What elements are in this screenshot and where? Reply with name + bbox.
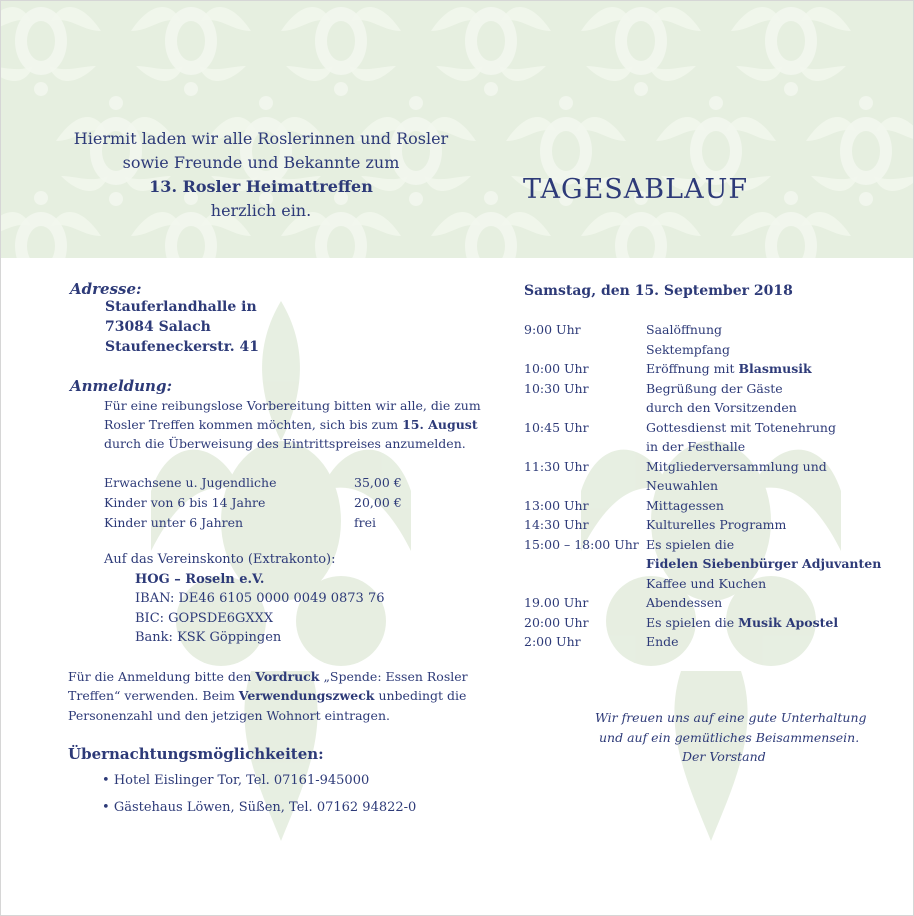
schedule-time: 10:30 Uhr [524,380,589,396]
account-name: HOG – Roseln e.V. [135,572,265,587]
schedule-time: 9:00 Uhr [524,322,581,337]
lodging-item-1-text: Hotel Eislinger Tor, Tel. 07161-945000 [113,773,370,788]
note-line-2 [68,688,466,703]
schedule-activity-text: in der Festhalle [646,439,746,454]
closing-line-2: und auf ein gemütliches Beisammensein. [599,730,860,745]
schedule-activity [646,634,679,649]
schedule-activity [646,322,722,337]
schedule-activity-text: Abendessen [646,595,723,610]
ornament-left [131,291,431,851]
schedule-activity-text: Kulturelles Programm [646,517,787,532]
schedule-activity-highlight: Blasmusik [738,361,812,376]
schedule-activity-text: Gottesdienst mit Totenehrung [646,419,836,435]
schedule-activity-text: Es spielen die [646,614,739,630]
schedule-activity [646,556,881,571]
schedule-activity-text: Eröffnung mit [646,361,739,376]
note-line-1 [68,669,468,684]
schedule-activity-text: Neuwahlen [646,478,719,493]
schedule-activity-text: Es spielen die [646,536,735,552]
schedule-time: 11:30 Uhr [524,458,589,474]
schedule-activity [646,439,745,454]
lodging-heading: Übernachtungsmöglichkeiten: [68,745,324,763]
registration-deadline: 15. August [402,417,478,432]
schedule-time: 15:00 – 18:00 Uhr [524,536,639,552]
schedule-time: 14:30 Uhr [524,517,589,532]
schedule-time: 10:45 Uhr [524,419,589,435]
price-value-kids: 20,00 € [354,495,402,510]
schedule-activity [646,381,783,396]
price-value-adults: 35,00 € [354,475,402,490]
note-line-2c: unbedingt die [374,688,467,703]
invite-line-3: 13. Rosler Heimattreffen [149,177,373,196]
lodging-item-2: • Gästehaus Löwen, Süßen, Tel. 07162 94822-0 [102,800,417,815]
schedule-time: 10:00 Uhr [524,361,589,376]
note-line-1c: „Spende: Essen Rosler [319,669,468,684]
schedule-activity-highlight: Fidelen Siebenbürger Adjuvanten [646,556,882,571]
schedule-time: 20:00 Uhr [524,614,589,630]
schedule-activity [646,517,786,532]
address-line-2: 73084 Salach [105,319,211,335]
schedule-activity [646,420,836,435]
price-label-small-kids: Kinder unter 6 Jahren [104,515,244,530]
schedule-activity-highlight: Musik Apostel [738,614,839,630]
schedule-day: Samstag, den 15. September 2018 [524,283,793,299]
schedule-activity-text: Saalöffnung [646,322,723,337]
schedule-activity [646,400,797,415]
lodging-item-1: • Hotel Eislinger Tor, Tel. 07161-945000 [102,773,370,788]
registration-text-2 [104,417,478,432]
schedule-activity [646,576,766,591]
invite-line-2: sowie Freunde und Bekannte zum [122,153,400,172]
registration-text-1: Für eine reibungslose Vorbereitung bitten wir alle, die zum [104,398,481,413]
note-line-3: Personenzahl und den jetzigen Wohnort eintragen. [68,708,390,723]
address-heading: Adresse: [70,280,142,298]
address-line-1: Stauferlandhalle in [105,299,257,315]
account-iban: IBAN: DE46 6105 0000 0049 0873 76 [135,591,385,606]
schedule-activity [646,459,827,474]
closing-signature: Der Vorstand [682,749,766,764]
schedule-activity [646,537,734,552]
schedule-activity [646,342,730,357]
schedule-time: 2:00 Uhr [524,634,581,649]
schedule-time: 19.00 Uhr [524,595,589,610]
registration-heading: Anmeldung: [70,377,172,395]
price-label-adults: Erwachsene u. Jugendliche [104,475,277,490]
note-line-2a: Treffen“ verwenden. Beim [68,688,239,703]
account-bic: BIC: GOPSDE6GXXX [135,611,274,626]
schedule-activity [646,615,838,630]
closing-line-1: Wir freuen uns auf eine gute Unterhaltung [595,710,867,725]
schedule-activity [646,478,718,493]
account-bank: Bank: KSK Göppingen [135,630,282,645]
schedule-activity-text: Mittagessen [646,497,724,513]
registration-text-2a: Rosler Treffen kommen möchten, sich bis zum [104,417,403,432]
schedule-activity [646,498,724,513]
invite-line-1: Hiermit laden wir alle Roslerinnen und Rosler [73,129,449,148]
schedule-activity-text: Kaffee und Kuchen [646,575,767,591]
registration-text-3: durch die Überweisung des Eintrittspreises anzumelden. [104,436,466,451]
note-purpose-word: Verwendungszweck [238,688,375,703]
price-value-small-kids: frei [354,515,376,530]
address-line-3: Staufeneckerstr. 41 [105,339,260,355]
schedule-activity-text: Begrüßung der Gäste [646,380,783,396]
schedule-activity-text: durch den Vorsitzenden [646,400,797,415]
schedule-activity-text: Mitgliederversammlung und [646,458,827,474]
schedule-activity-text: Ende [646,634,679,649]
account-intro: Auf das Vereinskonto (Extrakonto): [104,552,336,567]
lodging-item-2-text: Gästehaus Löwen, Süßen, Tel. 07162 94822-0 [113,800,417,815]
schedule-title: TAGESABLAUF [523,174,749,205]
invite-line-4: herzlich ein. [210,201,312,220]
note-line-1a: Für die Anmeldung bitte den [68,669,256,684]
price-label-kids: Kinder von 6 bis 14 Jahre [104,495,266,510]
schedule-activity [646,595,722,610]
schedule-activity [646,361,812,376]
note-form-word: Vordruck [255,669,320,684]
schedule-time: 13:00 Uhr [524,497,589,513]
schedule-activity-text: Sektempfang [646,341,730,357]
